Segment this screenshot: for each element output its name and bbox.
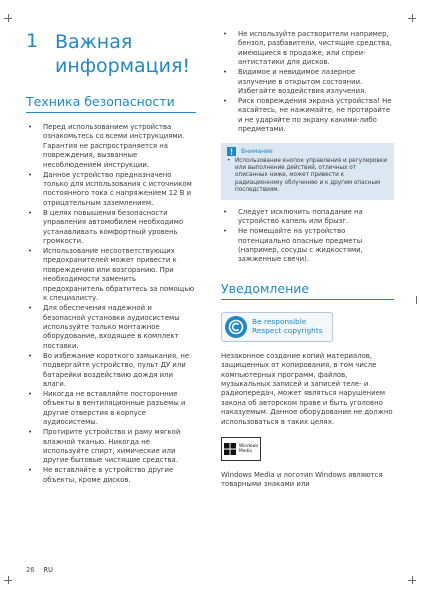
warning-label: Внимание: [241, 147, 273, 155]
right-column: [221, 30, 394, 490]
crop-mark: [4, 18, 12, 19]
page-footer: [26, 566, 53, 574]
windows-flag-icon: [224, 443, 236, 455]
safety-list-continued: [221, 30, 394, 135]
list-item: • Протирите устройство и раму мягкой влажной тканью. Никогда не используйте спирт, химические или другие бытовые чистящие средства.: [26, 428, 196, 466]
crop-mark: [408, 580, 416, 581]
left-column: [26, 30, 196, 486]
safety-section-title: Техника безопасности: [26, 94, 196, 113]
list-item: • Во избежание короткого замыкания, не подвергайте устройство, пульт ДУ или батарейки воздействию дождя или влаги.: [26, 352, 196, 390]
respect-copyrights-logo: [221, 312, 333, 342]
crop-mark: [416, 296, 417, 304]
chapter-title: [55, 30, 190, 78]
list-item: • Следует исключить попадание на устройство капель или брызг.: [221, 208, 394, 227]
warning-list: [227, 158, 388, 194]
chapter-title-line: информация!: [55, 55, 191, 77]
chapter-number: 1: [26, 30, 39, 52]
chapter-title-line: Важная: [55, 31, 133, 53]
list-item: • Никогда не вставляйте посторонние объекты в вентиляционные разъемы и другие отверстия в корпусе аудиосистемы.: [26, 390, 196, 428]
list-item: • Данное устройство предназначено только для использования с источником постоянного тока с напряжением 12 В и отрицательным заземлением.: [26, 171, 196, 209]
page-number: 26: [26, 566, 35, 574]
chapter-heading: [26, 30, 196, 84]
warning-text: • Использование кнопок управления и регулировки или выполнение действий, отличных от описанных ниже, может привести к радиационному облучению и к другим опасным последствиям.: [227, 158, 388, 194]
respect-logo-text: [252, 318, 323, 335]
crop-mark: [4, 580, 12, 581]
badge-line: Respect copyrights: [252, 325, 323, 335]
respect-logo-icon: [225, 316, 247, 338]
language-code: RU: [43, 566, 53, 574]
copyright-paragraph: Незаконное создание копий материалов, защищенных от копирования, в том числе компьютерных программ, файлов, музыкальных записей и записей теле- и радиопередач, может являться нарушением закона об авторском праве и быть уголовно наказуемым. Данное оборудование не должно использоваться в таких целях.: [221, 351, 393, 426]
list-item: • Видимое и невидимое лазерное излучение в открытом состоянии. Избегайте воздействия излучения.: [221, 68, 394, 96]
list-item: • Не используйте растворители например, бензол, разбавители, чистящие средства, имеющиеся в продаже, или спреи-антистатики для дисков.: [221, 30, 394, 68]
windows-media-logo: [221, 437, 261, 461]
trademark-paragraph: Windows Media и логотип Windows являются товарными знаками или: [221, 471, 383, 489]
list-item: • Для обеспечения надежной и безопасной установки аудиосистемы используйте только монтажное оборудование, входящее в комплект поставки.: [26, 304, 196, 351]
list-item: • Использование несоответствующих предохранителей может привести к повреждению или возгоранию. При необходимости заменить предохранитель обратитесь за помощью к специалисту.: [26, 247, 196, 303]
safety-list: [26, 123, 196, 485]
warning-icon: [227, 147, 236, 156]
notice-section-title: Уведомление: [221, 281, 394, 300]
list-item: • В целях повышения безопасности управления автомобилем необходимо устанавливать комфортный уровень громкости.: [26, 209, 196, 247]
list-item: • Не помещайте на устройство потенциально опасные предметы (например, сосуды с жидкостями, зажженные свечи).: [221, 227, 394, 265]
list-item: • Перед использованием устройства ознакомьтесь со всеми инструкциями. Гарантия не распространяется на повреждения, вызванные несоблюдением инструкции.: [26, 123, 196, 170]
safety-list-after-note: [221, 208, 394, 265]
warning-header: [227, 147, 388, 156]
warning-note: [221, 143, 394, 200]
list-item: • Не вставляйте в устройство другие объекты, кроме дисков.: [26, 466, 196, 485]
badge-line: Be responsible: [252, 317, 307, 327]
windows-media-label: Windows Media: [239, 444, 259, 455]
list-item: • Риск повреждения экрана устройства! Не касайтесь, не нажимайте, не протирайте и не ударяйте по экрану какими-либо предметами.: [221, 97, 394, 135]
crop-mark: [408, 18, 416, 19]
